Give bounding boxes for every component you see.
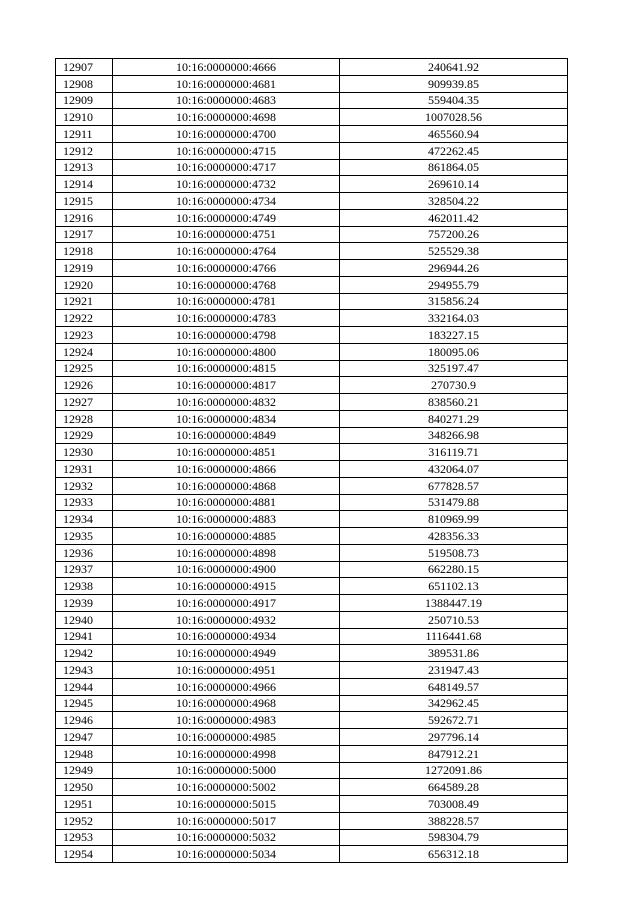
cadastral-number-cell: 10:16:0000000:5015 — [113, 796, 340, 813]
cadastral-number-cell: 10:16:0000000:5017 — [113, 812, 340, 829]
value-cell: 525529.38 — [340, 243, 568, 260]
row-number-cell: 12939 — [56, 595, 113, 612]
row-number-cell: 12913 — [56, 159, 113, 176]
value-cell: 662280.15 — [340, 561, 568, 578]
table-row — [56, 846, 568, 863]
table-row — [56, 109, 568, 126]
data-table-container — [55, 58, 559, 863]
table-row — [56, 75, 568, 92]
row-number-cell: 12918 — [56, 243, 113, 260]
cadastral-number-cell: 10:16:0000000:4768 — [113, 276, 340, 293]
cadastral-number-cell: 10:16:0000000:4800 — [113, 343, 340, 360]
table-row — [56, 226, 568, 243]
row-number-cell: 12931 — [56, 461, 113, 478]
value-cell: 592672.71 — [340, 712, 568, 729]
table-row — [56, 126, 568, 143]
row-number-cell: 12923 — [56, 327, 113, 344]
value-cell: 1388447.19 — [340, 595, 568, 612]
row-number-cell: 12953 — [56, 829, 113, 846]
table-row — [56, 729, 568, 746]
row-number-cell: 12909 — [56, 92, 113, 109]
row-number-cell: 12944 — [56, 678, 113, 695]
row-number-cell: 12941 — [56, 628, 113, 645]
table-row — [56, 410, 568, 427]
value-cell: 757200.26 — [340, 226, 568, 243]
row-number-cell: 12950 — [56, 779, 113, 796]
value-cell: 598304.79 — [340, 829, 568, 846]
table-row — [56, 293, 568, 310]
table-row — [56, 327, 568, 344]
value-cell: 297796.14 — [340, 729, 568, 746]
table-row — [56, 59, 568, 76]
row-number-cell: 12927 — [56, 394, 113, 411]
value-cell: 231947.43 — [340, 662, 568, 679]
value-cell: 294955.79 — [340, 276, 568, 293]
table-row — [56, 578, 568, 595]
cadastral-number-cell: 10:16:0000000:4932 — [113, 611, 340, 628]
row-number-cell: 12932 — [56, 477, 113, 494]
row-number-cell: 12943 — [56, 662, 113, 679]
cadastral-number-cell: 10:16:0000000:4866 — [113, 461, 340, 478]
row-number-cell: 12929 — [56, 427, 113, 444]
value-cell: 296944.26 — [340, 260, 568, 277]
cadastral-number-cell: 10:16:0000000:4681 — [113, 75, 340, 92]
cadastral-number-cell: 10:16:0000000:4949 — [113, 645, 340, 662]
cadastral-number-cell: 10:16:0000000:4700 — [113, 126, 340, 143]
cadastral-number-cell: 10:16:0000000:4881 — [113, 494, 340, 511]
value-cell: 270730.9 — [340, 377, 568, 394]
cadastral-number-cell: 10:16:0000000:4883 — [113, 511, 340, 528]
cadastral-number-cell: 10:16:0000000:4917 — [113, 595, 340, 612]
table-row — [56, 360, 568, 377]
value-cell: 462011.42 — [340, 209, 568, 226]
row-number-cell: 12935 — [56, 528, 113, 545]
data-table — [55, 58, 568, 863]
value-cell: 465560.94 — [340, 126, 568, 143]
value-cell: 651102.13 — [340, 578, 568, 595]
cadastral-number-cell: 10:16:0000000:4898 — [113, 544, 340, 561]
value-cell: 389531.86 — [340, 645, 568, 662]
value-cell: 847912.21 — [340, 745, 568, 762]
row-number-cell: 12921 — [56, 293, 113, 310]
cadastral-number-cell: 10:16:0000000:4783 — [113, 310, 340, 327]
table-row — [56, 511, 568, 528]
table-row — [56, 159, 568, 176]
table-row — [56, 427, 568, 444]
table-row — [56, 544, 568, 561]
row-number-cell: 12948 — [56, 745, 113, 762]
row-number-cell: 12924 — [56, 343, 113, 360]
table-row — [56, 494, 568, 511]
value-cell: 677828.57 — [340, 477, 568, 494]
value-cell: 269610.14 — [340, 176, 568, 193]
cadastral-number-cell: 10:16:0000000:4717 — [113, 159, 340, 176]
table-row — [56, 829, 568, 846]
value-cell: 810969.99 — [340, 511, 568, 528]
table-row — [56, 461, 568, 478]
table-body — [56, 59, 568, 863]
table-row — [56, 176, 568, 193]
row-number-cell: 12934 — [56, 511, 113, 528]
row-number-cell: 12945 — [56, 695, 113, 712]
value-cell: 183227.15 — [340, 327, 568, 344]
value-cell: 1116441.68 — [340, 628, 568, 645]
cadastral-number-cell: 10:16:0000000:5002 — [113, 779, 340, 796]
value-cell: 703008.49 — [340, 796, 568, 813]
value-cell: 531479.88 — [340, 494, 568, 511]
table-row — [56, 645, 568, 662]
value-cell: 332164.03 — [340, 310, 568, 327]
row-number-cell: 12937 — [56, 561, 113, 578]
row-number-cell: 12911 — [56, 126, 113, 143]
row-number-cell: 12946 — [56, 712, 113, 729]
table-row — [56, 377, 568, 394]
table-row — [56, 92, 568, 109]
row-number-cell: 12928 — [56, 410, 113, 427]
cadastral-number-cell: 10:16:0000000:4817 — [113, 377, 340, 394]
table-row — [56, 209, 568, 226]
row-number-cell: 12951 — [56, 796, 113, 813]
cadastral-number-cell: 10:16:0000000:4900 — [113, 561, 340, 578]
cadastral-number-cell: 10:16:0000000:5034 — [113, 846, 340, 863]
cadastral-number-cell: 10:16:0000000:4885 — [113, 528, 340, 545]
row-number-cell: 12907 — [56, 59, 113, 76]
value-cell: 428356.33 — [340, 528, 568, 545]
cadastral-number-cell: 10:16:0000000:4764 — [113, 243, 340, 260]
row-number-cell: 12936 — [56, 544, 113, 561]
cadastral-number-cell: 10:16:0000000:4832 — [113, 394, 340, 411]
table-row — [56, 628, 568, 645]
cadastral-number-cell: 10:16:0000000:4666 — [113, 59, 340, 76]
value-cell: 250710.53 — [340, 611, 568, 628]
value-cell: 559404.35 — [340, 92, 568, 109]
cadastral-number-cell: 10:16:0000000:4998 — [113, 745, 340, 762]
cadastral-number-cell: 10:16:0000000:4849 — [113, 427, 340, 444]
row-number-cell: 12910 — [56, 109, 113, 126]
cadastral-number-cell: 10:16:0000000:4781 — [113, 293, 340, 310]
table-row — [56, 812, 568, 829]
value-cell: 325197.47 — [340, 360, 568, 377]
table-row — [56, 662, 568, 679]
row-number-cell: 12940 — [56, 611, 113, 628]
value-cell: 1007028.56 — [340, 109, 568, 126]
table-row — [56, 745, 568, 762]
row-number-cell: 12949 — [56, 762, 113, 779]
cadastral-number-cell: 10:16:0000000:4985 — [113, 729, 340, 746]
cadastral-number-cell: 10:16:0000000:4983 — [113, 712, 340, 729]
cadastral-number-cell: 10:16:0000000:4732 — [113, 176, 340, 193]
table-row — [56, 762, 568, 779]
cadastral-number-cell: 10:16:0000000:4798 — [113, 327, 340, 344]
value-cell: 648149.57 — [340, 678, 568, 695]
row-number-cell: 12938 — [56, 578, 113, 595]
value-cell: 180095.06 — [340, 343, 568, 360]
table-row — [56, 611, 568, 628]
table-row — [56, 712, 568, 729]
cadastral-number-cell: 10:16:0000000:4815 — [113, 360, 340, 377]
table-row — [56, 260, 568, 277]
cadastral-number-cell: 10:16:0000000:4968 — [113, 695, 340, 712]
value-cell: 472262.45 — [340, 142, 568, 159]
row-number-cell: 12917 — [56, 226, 113, 243]
table-row — [56, 695, 568, 712]
table-row — [56, 243, 568, 260]
value-cell: 909939.85 — [340, 75, 568, 92]
value-cell: 840271.29 — [340, 410, 568, 427]
cadastral-number-cell: 10:16:0000000:4766 — [113, 260, 340, 277]
row-number-cell: 12933 — [56, 494, 113, 511]
cadastral-number-cell: 10:16:0000000:5032 — [113, 829, 340, 846]
table-row — [56, 779, 568, 796]
cadastral-number-cell: 10:16:0000000:4734 — [113, 193, 340, 210]
table-row — [56, 678, 568, 695]
row-number-cell: 12916 — [56, 209, 113, 226]
table-row — [56, 561, 568, 578]
value-cell: 240641.92 — [340, 59, 568, 76]
row-number-cell: 12942 — [56, 645, 113, 662]
row-number-cell: 12947 — [56, 729, 113, 746]
table-row — [56, 796, 568, 813]
value-cell: 348266.98 — [340, 427, 568, 444]
value-cell: 342962.45 — [340, 695, 568, 712]
value-cell: 315856.24 — [340, 293, 568, 310]
cadastral-number-cell: 10:16:0000000:4834 — [113, 410, 340, 427]
row-number-cell: 12912 — [56, 142, 113, 159]
cadastral-number-cell: 10:16:0000000:4749 — [113, 209, 340, 226]
cadastral-number-cell: 10:16:0000000:4868 — [113, 477, 340, 494]
table-row — [56, 444, 568, 461]
table-row — [56, 343, 568, 360]
row-number-cell: 12952 — [56, 812, 113, 829]
table-row — [56, 477, 568, 494]
row-number-cell: 12954 — [56, 846, 113, 863]
value-cell: 519508.73 — [340, 544, 568, 561]
cadastral-number-cell: 10:16:0000000:4698 — [113, 109, 340, 126]
row-number-cell: 12925 — [56, 360, 113, 377]
table-row — [56, 528, 568, 545]
row-number-cell: 12919 — [56, 260, 113, 277]
value-cell: 656312.18 — [340, 846, 568, 863]
value-cell: 432064.07 — [340, 461, 568, 478]
cadastral-number-cell: 10:16:0000000:4934 — [113, 628, 340, 645]
table-row — [56, 276, 568, 293]
value-cell: 861864.05 — [340, 159, 568, 176]
cadastral-number-cell: 10:16:0000000:4751 — [113, 226, 340, 243]
cadastral-number-cell: 10:16:0000000:4951 — [113, 662, 340, 679]
value-cell: 328504.22 — [340, 193, 568, 210]
cadastral-number-cell: 10:16:0000000:5000 — [113, 762, 340, 779]
cadastral-number-cell: 10:16:0000000:4915 — [113, 578, 340, 595]
row-number-cell: 12926 — [56, 377, 113, 394]
cadastral-number-cell: 10:16:0000000:4851 — [113, 444, 340, 461]
table-row — [56, 142, 568, 159]
table-row — [56, 394, 568, 411]
value-cell: 838560.21 — [340, 394, 568, 411]
row-number-cell: 12920 — [56, 276, 113, 293]
cadastral-number-cell: 10:16:0000000:4966 — [113, 678, 340, 695]
table-row — [56, 310, 568, 327]
value-cell: 664589.28 — [340, 779, 568, 796]
row-number-cell: 12908 — [56, 75, 113, 92]
value-cell: 388228.57 — [340, 812, 568, 829]
cadastral-number-cell: 10:16:0000000:4715 — [113, 142, 340, 159]
table-row — [56, 595, 568, 612]
table-row — [56, 193, 568, 210]
row-number-cell: 12915 — [56, 193, 113, 210]
row-number-cell: 12930 — [56, 444, 113, 461]
value-cell: 316119.71 — [340, 444, 568, 461]
row-number-cell: 12914 — [56, 176, 113, 193]
value-cell: 1272091.86 — [340, 762, 568, 779]
row-number-cell: 12922 — [56, 310, 113, 327]
cadastral-number-cell: 10:16:0000000:4683 — [113, 92, 340, 109]
